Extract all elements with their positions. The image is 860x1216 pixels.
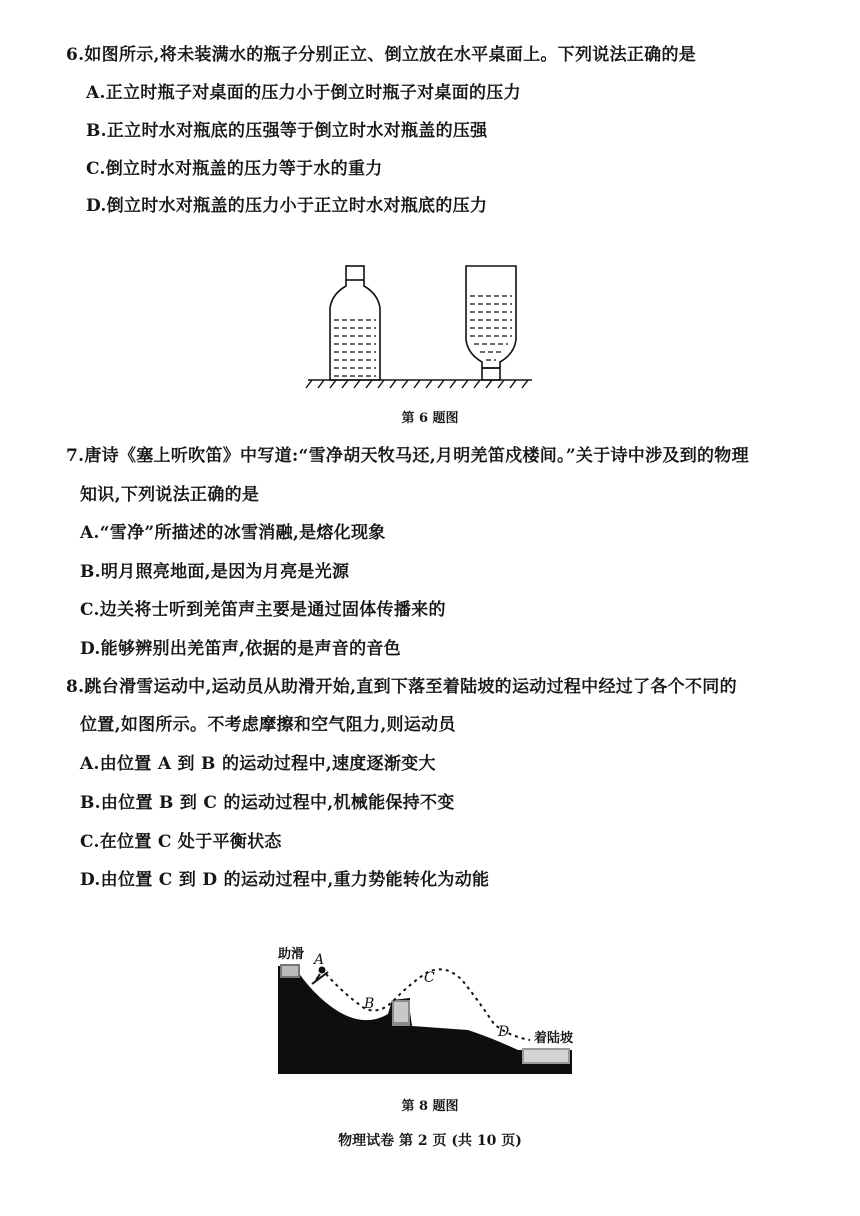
q8-stem-line2: 位置,如图所示。不考虑摩擦和空气阻力,则运动员 bbox=[80, 715, 456, 735]
table-surface bbox=[306, 380, 532, 388]
inverted-bottle-water bbox=[470, 296, 512, 360]
label-landing-slope: 着陆坡 bbox=[534, 1031, 574, 1046]
q8-stem-line1: 8.跳台滑雪运动中,运动员从助滑开始,直到下落至着陆坡的运动过程中经过了各个不同的 bbox=[66, 677, 737, 697]
page-footer: 物理试卷 第 2 页 (共 10 页) bbox=[338, 1133, 522, 1149]
q6-bottles-figure bbox=[306, 262, 546, 392]
upright-bottle bbox=[330, 266, 380, 380]
q8-ski-jump-figure bbox=[272, 938, 582, 1078]
skier-icon bbox=[312, 968, 328, 985]
label-inrun: 助滑 bbox=[278, 947, 305, 962]
q7-stem-line1: 7.唐诗《塞上听吹笛》中写道:“雪净胡天牧马还,月明羌笛戍楼间。”关于诗中涉及到的物理 bbox=[66, 446, 749, 466]
label-position-b: B bbox=[364, 996, 375, 1012]
upright-bottle-water bbox=[334, 320, 376, 376]
label-position-a: A bbox=[314, 952, 325, 968]
q6-stem: 6.如图所示,将未装满水的瓶子分别正立、倒立放在水平桌面上。下列说法正确的是 bbox=[66, 45, 697, 65]
inverted-bottle bbox=[466, 266, 516, 380]
q6-option-d: D.倒立时水对瓶盖的压力小于正立时水对瓶底的压力 bbox=[86, 196, 488, 216]
q8-option-c: C.在位置 C 处于平衡状态 bbox=[80, 832, 282, 852]
q6-option-a: A.正立时瓶子对桌面的压力小于倒立时瓶子对桌面的压力 bbox=[86, 83, 521, 103]
q8-option-a: A.由位置 A 到 B 的运动过程中,速度逐渐变大 bbox=[80, 754, 436, 774]
q7-option-d: D.能够辨别出羌笛声,依据的是声音的音色 bbox=[80, 639, 401, 659]
q8-figure-caption: 第 8 题图 bbox=[401, 1099, 459, 1114]
q7-option-c: C.边关将士听到羌笛声主要是通过固体传播来的 bbox=[80, 600, 446, 620]
label-position-d: D bbox=[498, 1024, 510, 1040]
q6-figure-caption: 第 6 题图 bbox=[401, 411, 459, 426]
q8-option-b: B.由位置 B 到 C 的运动过程中,机械能保持不变 bbox=[80, 793, 455, 813]
q7-option-a: A.“雪净”所描述的冰雪消融,是熔化现象 bbox=[80, 523, 386, 543]
q6-option-b: B.正立时水对瓶底的压强等于倒立时水对瓶盖的压强 bbox=[86, 121, 488, 141]
q6-option-c: C.倒立时水对瓶盖的压力等于水的重力 bbox=[86, 159, 383, 179]
label-position-c: C bbox=[424, 970, 435, 986]
q7-stem-line2: 知识,下列说法正确的是 bbox=[80, 485, 260, 505]
q8-option-d: D.由位置 C 到 D 的运动过程中,重力势能转化为动能 bbox=[80, 870, 490, 890]
q7-option-b: B.明月照亮地面,是因为月亮是光源 bbox=[80, 562, 350, 582]
